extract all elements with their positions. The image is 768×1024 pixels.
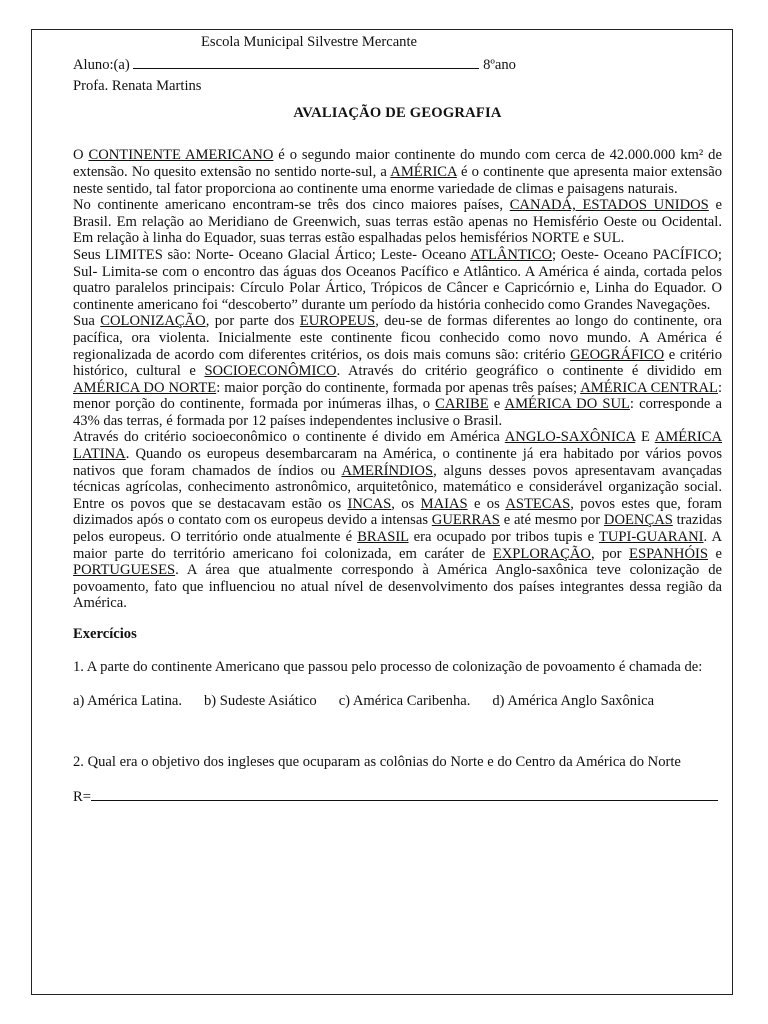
text-run: No continente americano encontram-se três dos cinco maiores países,: [73, 197, 510, 214]
underlined-term: CONTINENTE AMERICANO: [88, 147, 274, 164]
option-c[interactable]: c) América Caribenha.: [338, 693, 471, 710]
underlined-term: GEOGRÁFICO: [570, 346, 665, 363]
underlined-term: SOCIOECONÔMICO: [204, 363, 337, 380]
paragraph-socioeconomic: [73, 429, 722, 612]
text-run: trazidas pelos europeus. O território onde atualmente é: [73, 512, 723, 546]
text-run: : corresponde a 43% das terras, é formada por 12 países independentes inclusive o Brasil.: [73, 396, 722, 429]
underlined-term: INCAS: [347, 495, 392, 512]
option-a[interactable]: a) América Latina.: [73, 693, 182, 710]
text-run: Através do critério socioeconômico o continente é divido em América: [73, 429, 505, 446]
option-b[interactable]: b) Sudeste Asiático: [204, 693, 317, 710]
text-run: Seus LIMITES são: Norte- Oceano Glacial Ártico; Leste- Oceano: [73, 246, 471, 263]
underlined-term: EUROPEUS: [299, 313, 376, 330]
text-run: . Através do critério geográfico o continente é dividido em: [336, 363, 722, 380]
text-run: : maior porção do continente, formada por apenas três países;: [216, 379, 581, 396]
teacher-name: Profa. Renata Martins: [73, 78, 202, 95]
underlined-term: AMÉRICA DO SUL: [504, 396, 630, 413]
text-run: , povos estes que, foram dizimados após o contato com os europeus devido a intensas: [73, 495, 723, 529]
question-1: 1. A parte do continente Americano que passou pelo processo de colonização de povoamento é chamada de:: [73, 658, 703, 675]
exercises-heading: Exercícios: [73, 626, 137, 642]
text-run: , por: [590, 545, 630, 562]
text-run: e: [488, 396, 505, 413]
student-line: [73, 56, 722, 74]
document-body: [73, 34, 722, 806]
grade-label: 8ºano: [483, 56, 516, 73]
student-name-blank[interactable]: [133, 56, 479, 69]
answer-line: [73, 788, 722, 806]
underlined-term: TUPI-GUARANI: [598, 529, 704, 546]
student-label: Aluno:(a): [73, 56, 130, 73]
text-run: : menor porção do continente, formada por inúmeras ilhas, o: [73, 379, 722, 413]
paragraph-colonization: [73, 313, 722, 429]
underlined-term: PORTUGUESES: [73, 562, 176, 579]
text-run: O: [73, 147, 89, 164]
text-run: E: [635, 429, 655, 446]
question-2: 2. Qual era o objetivo dos ingleses que ocuparam as colônias do Norte e do Centro da América do Norte: [73, 753, 681, 770]
underlined-term: CARIBE: [435, 396, 489, 413]
underlined-term: BRASIL: [357, 529, 409, 546]
school-name: Escola Municipal Silvestre Mercante: [201, 34, 417, 50]
page-title: AVALIAÇÃO DE GEOGRAFIA: [293, 104, 502, 121]
paragraph-limits: [73, 247, 722, 313]
underlined-term: AMÉRICA: [390, 163, 457, 180]
paragraph-countries: [73, 197, 722, 247]
text-run: era ocupado por tribos tupis e: [408, 529, 599, 546]
underlined-term: AMÉRICA CENTRAL: [580, 379, 718, 396]
underlined-term: AMÉRICA LATINA: [73, 429, 723, 463]
text-run: e critério histórico, cultural e: [73, 346, 722, 380]
text-run: ; Oeste- Oceano PACÍFICO; Sul- Limita-se com o encontro das águas dos Oceanos Pacífico e Atlântico. A América é ainda, cortada pelos quatro paralelos principais: Círculo Polar Ártico, Trópicos de Câncer e Capricórnio e, Linha do Equador. O continente americano foi “descoberto” durante um período da história conhecido como Grandes Navegações.: [73, 246, 722, 313]
answer-label: R=: [73, 789, 91, 806]
underlined-term: CANADÁ, ESTADOS UNIDOS: [509, 197, 709, 214]
text-run: e até mesmo por: [499, 512, 604, 529]
underlined-term: DOENÇAS: [603, 512, 673, 529]
text-run: e os: [467, 495, 506, 512]
option-d[interactable]: d) América Anglo Saxônica: [492, 693, 655, 710]
text-run: . A maior parte do território americano foi colonizada, em caráter de: [73, 529, 722, 562]
text-run: e: [708, 545, 722, 562]
text-run: , os: [391, 495, 421, 512]
question-1-options: [73, 693, 722, 710]
underlined-term: ESPANHÓIS: [629, 545, 708, 562]
paragraph-intro: [73, 147, 722, 197]
underlined-term: AMÉRICA DO NORTE: [73, 379, 217, 396]
underlined-term: COLONIZAÇÃO: [100, 313, 206, 330]
answer-blank[interactable]: [91, 788, 718, 801]
text-run: , alguns desses povos apresentavam avançadas técnicas agrícolas, conhecimento astronômico, arquitetônico, matemático e considerável organização social. Entre os povos que se destacavam estão os: [73, 462, 722, 512]
text-run: . Quando os europeus desembarcaram na América, o continente já era habitado por vários povos nativos que foram chamados de índios ou: [73, 446, 722, 479]
text-run: , deu-se de formas diferentes ao longo do continente, ora pacífica, ora violenta. Inicialmente este continente ficou conhecido como novo mundo. A América é regionalizada de acordo com diferentes critérios, os dois mais comuns são: critério: [73, 313, 722, 363]
underlined-term: ASTECAS: [505, 495, 571, 512]
underlined-term: AMERÍNDIOS: [341, 462, 434, 479]
text-run: é o continente que apresenta maior extensão neste sentido, tal fator proporciona ao continente uma enorme variedade de climas e paisagens naturais.: [73, 163, 722, 197]
underlined-term: ANGLO-SAXÔNICA: [504, 429, 636, 446]
text-run: é o segundo maior continente do mundo com cerca de 42.000.000 km² de extensão. No quesito extensão no sentido norte-sul, a: [73, 147, 722, 180]
text-run: , por parte dos: [205, 313, 300, 330]
text-run: e Brasil. Em relação ao Meridiano de Greenwich, suas terras estão apenas no Hemisfério Oeste ou Ocidental. Em relação à linha do Equador, suas terras estão espalhadas pelos hemisférios NORTE e SUL.: [73, 197, 722, 247]
text-run: . A área que atualmente correspondo à América Anglo-saxônica teve colonização de povoamento, fato que influenciou no atual nível de desenvolvimento dos países integrantes dessa região da América.: [73, 562, 722, 612]
underlined-term: GUERRAS: [431, 512, 500, 529]
underlined-term: MAIAS: [420, 495, 468, 512]
underlined-term: EXPLORAÇÃO: [492, 545, 591, 562]
underlined-term: ATLÂNTICO: [470, 246, 553, 263]
text-run: Sua: [73, 313, 101, 330]
